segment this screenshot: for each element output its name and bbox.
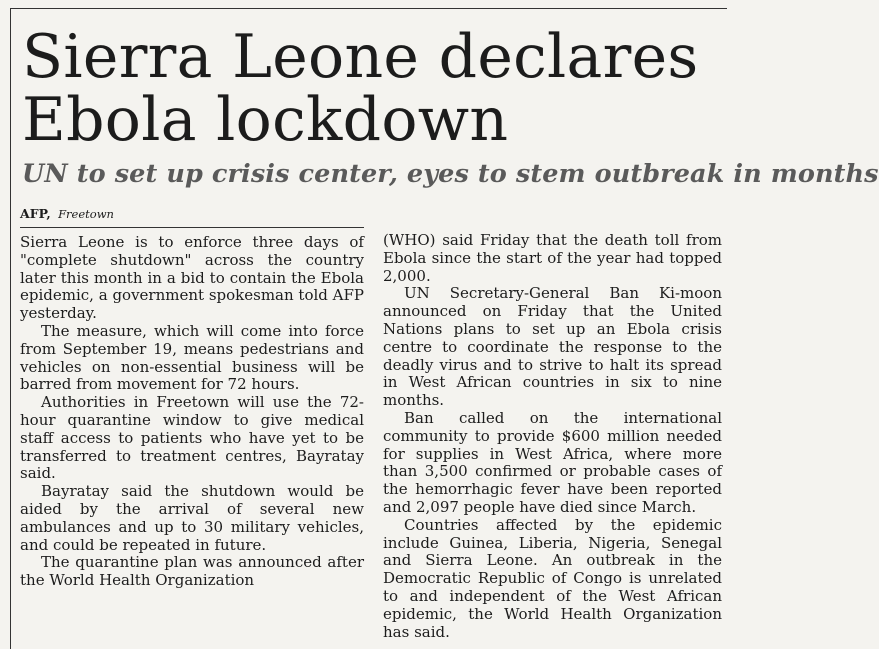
paragraph: UN Secretary-General Ban Ki-moon announced on Friday that the United Nations plans to set up an Ebola crisis centre to coordinate the response to the deadly virus and to strive to halt its spread in West African countries in six to nine months. <box>383 284 722 410</box>
left-border-rule <box>10 8 11 649</box>
byline-dateline: Freetown <box>58 207 114 221</box>
article-headline: Sierra Leone declares Ebola lockdown <box>22 22 699 155</box>
top-border-rule <box>10 8 727 9</box>
paragraph: (WHO) said Friday that the death toll from Ebola since the start of the year had topped 2,000. <box>383 231 722 285</box>
paragraph: Sierra Leone is to enforce three days of "complete shutdown" across the country later this month in a bid to contain the Ebola epidemic, a government spokesman told AFP yesterday. <box>20 233 364 323</box>
paragraph: Authorities in Freetown will use the 72-hour quarantine window to give medical staff access to patients who have yet to be transferred to treatment centres, Bayratay said. <box>20 393 364 483</box>
article-subheadline: UN to set up crisis center, eyes to stem outbreak in months <box>22 159 879 189</box>
paragraph: The measure, which will come into force from September 19, means pedestrians and vehicles on non-essential business will be barred from movement for 72 hours. <box>20 321 364 394</box>
article-column-1 <box>20 234 364 590</box>
byline <box>20 206 114 221</box>
paragraph: Bayratay said the shutdown would be aided by the arrival of several new ambulances and up to 30 military vehicles, and could be repeated in future. <box>20 482 364 554</box>
paragraph: Ban called on the international community to provide $600 million needed for supplies in West Africa, where more than 3,500 confirmed or probable cases of the hemorrhagic fever have been reported and 2,097 people have died since March. <box>383 408 722 516</box>
paragraph: Countries affected by the epidemic include Guinea, Liberia, Nigeria, Senegal and Sierra Leone. An outbreak in the Democratic Republic of Congo is unrelated to and independent of the West African epidemic, the World Health Organization has said. <box>383 515 722 641</box>
byline-source: AFP, <box>20 206 51 221</box>
article-column-2 <box>383 232 722 641</box>
byline-divider <box>20 227 364 228</box>
paragraph: The quarantine plan was announced after the World Health Organization <box>20 553 364 590</box>
